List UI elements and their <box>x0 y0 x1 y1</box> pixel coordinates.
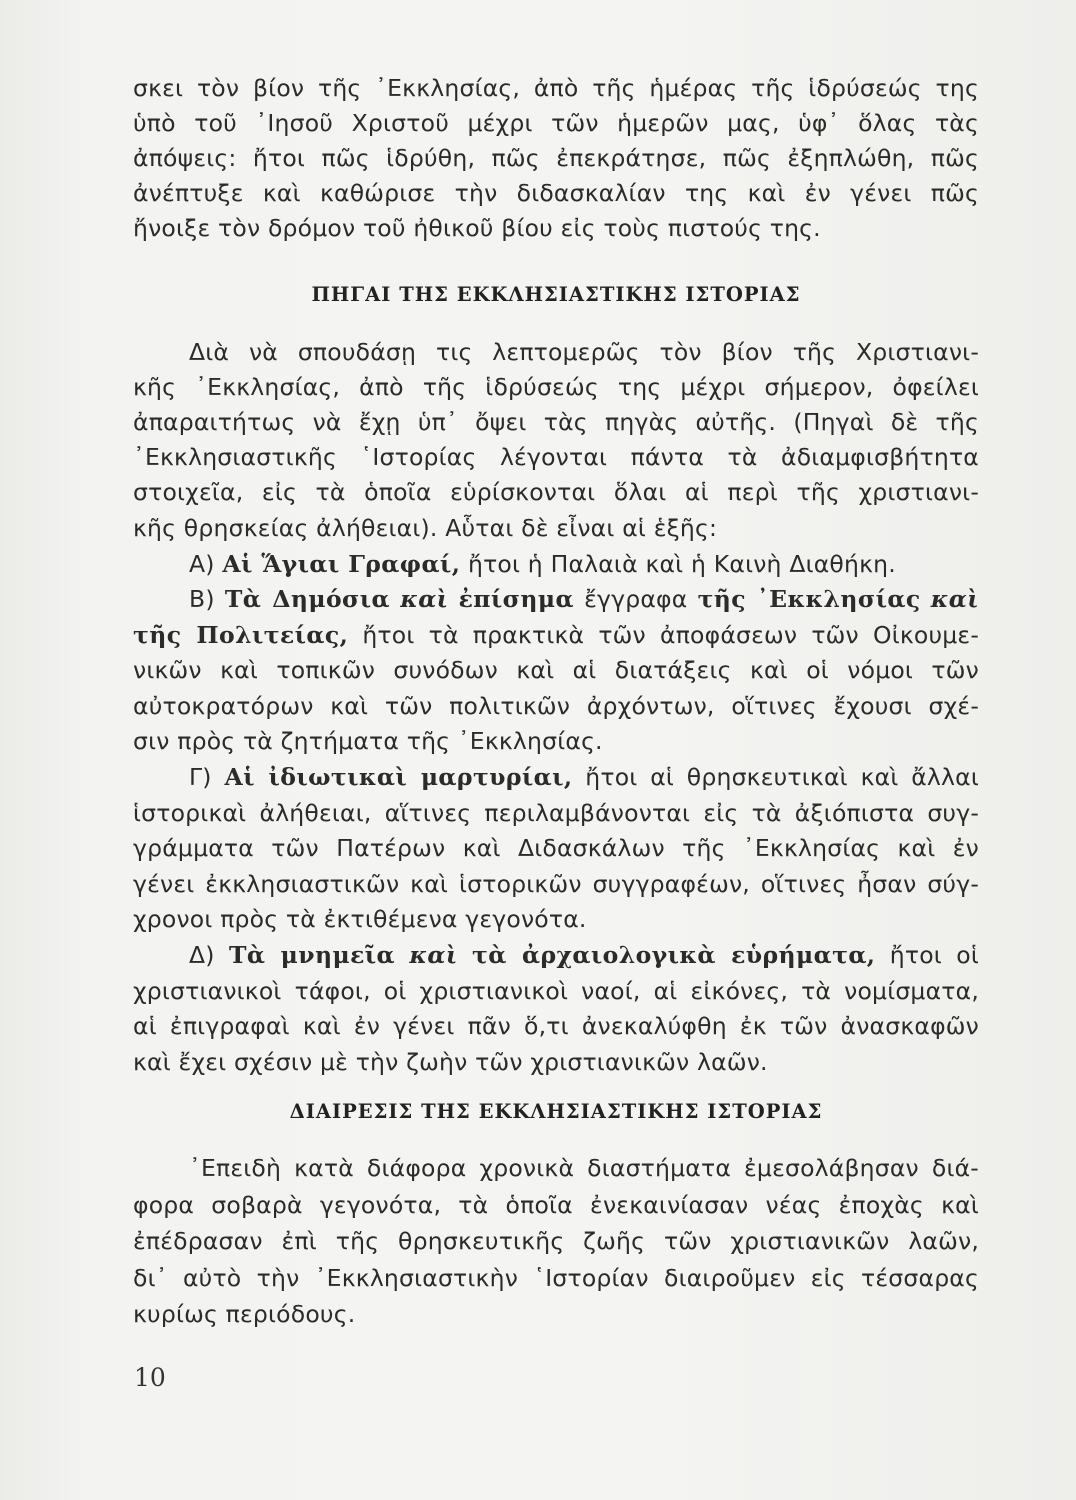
item-text: ἤτοι ἡ Παλαιὰ καὶ ἡ Καινὴ Διαθήκη. <box>467 550 896 578</box>
page-number: 10 <box>134 1363 166 1392</box>
item-title: Τὰ Δημόσια <box>224 585 391 613</box>
paragraph-line: ᾿Εκκλησιαστικῆς ῾Ιστορίας λέγονται πάντα τὰ ἀδιαμφισβήτητα <box>133 443 979 471</box>
intro-line: ἀπόψεις: ἤτοι πῶς ἱδρύθη, πῶς ἐπεκράτησε, πῶς ἐξηπλώθη, πῶς <box>133 144 979 172</box>
source-item-c <box>133 759 979 795</box>
item-title: τὰ ἀρχαιολογικὰ εὑρήματα, <box>472 941 876 969</box>
item-title-conjunction: καὶ <box>930 585 979 613</box>
paragraph-line: στοιχεῖα, εἰς τὰ ὁποῖα εὑρίσκονται ὅλαι αἱ περὶ τῆς χριστιανι- <box>133 478 979 506</box>
item-title-conjunction: καὶ <box>400 585 449 613</box>
paragraph-line: κῆς ᾿Εκκλησίας, ἀπὸ τῆς ἱδρύσεώς της μέχρι σήμερον, ὀφείλει <box>133 373 979 401</box>
paragraph-line: ἱστορικαὶ ἀλήθειαι, αἵτινες περιλαμβάνονται εἰς τὰ ἀξιόπιστα συγ- <box>133 799 979 827</box>
paragraph-line: καὶ ἔχει σχέσιν μὲ τὴν ζωὴν τῶν χριστιανικῶν λαῶν. <box>133 1048 768 1076</box>
item-title: ἐπίσημα <box>458 585 574 613</box>
paragraph-line: ᾿Επειδὴ κατὰ διάφορα χρονικὰ διαστήματα ἐμεσολάβησαν διά- <box>189 1154 979 1182</box>
paragraph-line: σιν πρὸς τὰ ζητήματα τῆς ᾿Εκκλησίας. <box>133 727 603 755</box>
item-marker: Α) <box>189 550 215 578</box>
paragraph-line: κῆς θρησκείας ἀλήθειαι). Αὗται δὲ εἶναι αἱ ἑξῆς: <box>133 514 718 542</box>
paragraph-line: αἱ ἐπιγραφαὶ καὶ ἐν γένει πᾶν ὅ,τι ἀνεκαλύφθη ἐκ τῶν ἀνασκαφῶν <box>133 1012 979 1040</box>
source-item-b <box>133 581 979 617</box>
intro-line: ἀνέπτυξε καὶ καθώρισε τὴν διδασκαλίαν της καὶ ἐν γένει πῶς <box>133 179 979 207</box>
item-title: τῆς Πολιτείας, <box>133 621 349 649</box>
item-title: τῆς ᾿Εκκλησίας <box>697 585 921 613</box>
paragraph-line: γένει ἐκκλησιαστικῶν καὶ ἱστορικῶν συγγραφέων, οἵτινες ἦσαν σύγ- <box>133 870 979 898</box>
paragraph-line: δι᾿ αὐτὸ τὴν ᾿Εκκλησιαστικὴν ῾Ιστορίαν διαιροῦμεν εἰς τέσσαρας <box>133 1264 979 1292</box>
item-text: ἤτοι τὰ πρακτικὰ τῶν ἀποφάσεων τῶν Οἰκουμε- <box>362 621 980 649</box>
section-heading-sources: ΠΗΓΑΙ ΤΗΣ ΕΚΚΛΗΣΙΑΣΤΙΚΗΣ ΙΣΤΟΡΙΑΣ <box>311 283 801 306</box>
paragraph-line: ἐπέδρασαν ἐπὶ τῆς θρησκευτικῆς ζωῆς τῶν χριστιανικῶν λαῶν, <box>133 1227 979 1255</box>
paragraph-line: Διὰ νὰ σπουδάσῃ τις λεπτομερῶς τὸν βίον τῆς Χριστιανι- <box>189 338 979 366</box>
item-marker: Β) <box>189 585 215 613</box>
item-text: ἤτοι οἱ <box>889 941 980 969</box>
item-title-conjunction: καὶ <box>409 941 458 969</box>
item-text: ἤτοι αἱ θρησκευτικαὶ καὶ ἄλλαι <box>585 763 979 791</box>
paragraph-line: χρονοι πρὸς τὰ ἐκτιθέμενα γεγονότα. <box>133 905 587 933</box>
source-item-d <box>133 937 979 973</box>
intro-line: ἤνοιξε τὸν δρόμον τοῦ ἠθικοῦ βίου εἰς τοὺς πιστούς της. <box>133 214 821 242</box>
source-item-a <box>133 546 979 582</box>
paragraph-line: χριστιανικοὶ τάφοι, οἱ χριστιανικοὶ ναοί, αἱ εἰκόνες, τὰ νομίσματα, <box>133 977 979 1005</box>
item-title: Αἱ ἰδιωτικαὶ μαρτυρίαι, <box>224 763 573 791</box>
intro-line: σκει τὸν βίον τῆς ᾿Εκκλησίας, ἀπὸ τῆς ἡμέρας τῆς ἱδρύσεώς της <box>133 74 979 102</box>
paragraph-line: νικῶν καὶ τοπικῶν συνόδων καὶ αἱ διατάξεις καὶ οἱ νόμοι τῶν <box>133 656 979 684</box>
item-marker: Δ) <box>189 941 215 969</box>
item-text: ἔγγραφα <box>584 585 688 613</box>
source-item-b-line <box>133 617 979 653</box>
intro-line: ὑπὸ τοῦ ᾿Ιησοῦ Χριστοῦ μέχρι τῶν ἡμερῶν μας, ὑφ᾿ ὅλας τὰς <box>133 109 979 137</box>
item-marker: Γ) <box>189 763 212 791</box>
paragraph-line: φορα σοβαρὰ γεγονότα, τὰ ὁποῖα ἐνεκαινίασαν νέας ἐποχὰς καὶ <box>133 1191 979 1219</box>
item-title: Τὰ μνημεῖα <box>229 941 396 969</box>
paragraph-line: κυρίως περιόδους. <box>133 1300 356 1328</box>
section-heading-division: ΔΙΑΙΡΕΣΙΣ ΤΗΣ ΕΚΚΛΗΣΙΑΣΤΙΚΗΣ ΙΣΤΟΡΙΑΣ <box>289 1100 823 1123</box>
item-title: Αἱ Ἅγιαι Γραφαί, <box>222 550 461 578</box>
paragraph-line: ἀπαραιτήτως νὰ ἔχῃ ὑπ᾿ ὄψει τὰς πηγὰς αὐτῆς. (Πηγαὶ δὲ τῆς <box>133 408 979 436</box>
paragraph-line: αὐτοκρατόρων καὶ τῶν πολιτικῶν ἀρχόντων, οἵτινες ἔχουσι σχέ- <box>133 692 979 720</box>
paragraph-line: γράμματα τῶν Πατέρων καὶ Διδασκάλων τῆς ᾿Εκκλησίας καὶ ἐν <box>133 834 979 862</box>
